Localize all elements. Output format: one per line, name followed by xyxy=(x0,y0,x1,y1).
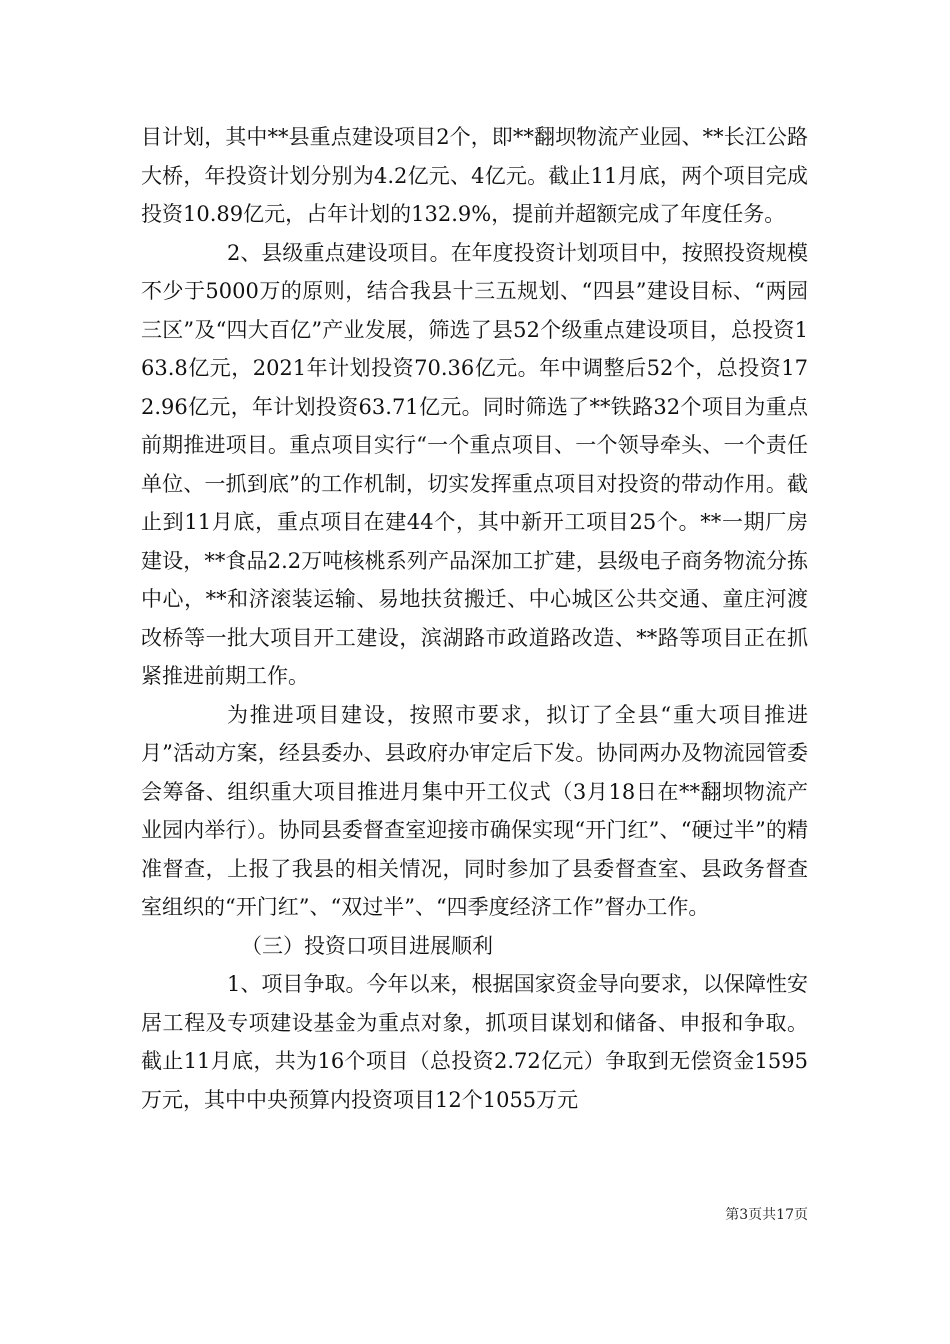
page-number-footer: 第3页共17页 xyxy=(725,1207,808,1223)
paragraph-project-promotion: 为推进项目建设，按照市要求，拟订了全县“重大项目推进月”活动方案，经县委办、县政府办审定后下发。协同两办及物流园管委会筹备、组织重大项目推进月集中开工仪式（3月18日在**翻坝物流产业园内举行）。协同县委督查室迎接市确保实现“开门红”、“硬过半”的精准督查，上报了我县的相关情况，同时参加了县委督查室、县政务督查室组织的“开门红”、“双过半”、“四季度经济工作”督办工作。 xyxy=(141,702,808,919)
paragraph-project-funding: 1、项目争取。今年以来，根据国家资金导向要求，以保障性安居工程及专项建设基金为重点对象，抓项目谋划和储备、申报和争取。截止11月底，共为16个项目（总投资2.72亿元）争取到无偿资金1595万元，其中中央预算内投资项目12个1055万元 xyxy=(141,972,808,1112)
paragraph-county-key-projects: 2、县级重点建设项目。在年度投资计划项目中，按照投资规模不少于5000万的原则，结合我县十三五规划、“四县”建设目标、“两园三区”及“四大百亿”产业发展，筛选了县52个级重点建设项目，总投资163.8亿元，2021年计划投资70.36亿元。年中调整后52个，总投资172.96亿元，年计划投资63.71亿元。同时筛选了**铁路32个项目为重点前期推进项目。重点项目实行“一个重点项目、一个领导牵头、一个责任单位、一抓到底”的工作机制，切实发挥重点项目对投资的带动作用。截止到11月底，重点项目在建44个，其中新开工项目25个。**一期厂房建设，**食品2.2万吨核桃系列产品深加工扩建，县级电子商务物流分拣中心，**和济滚装运输、易地扶贫搬迁、中心城区公共交通、童庄河渡改桥等一批大项目开工建设，滨湖路市政道路改造、**路等项目正在抓紧推进前期工作。 xyxy=(141,240,808,688)
section-heading: （三）投资口项目进展顺利 xyxy=(241,933,493,958)
paragraph-continuation: 目计划，其中**县重点建设项目2个，即**翻坝物流产业园、**长江公路大桥，年投资计划分别为4.2亿元、4亿元。截止11月底，两个项目完成投资10.89亿元，占年计划的132.9%，提前并超额完成了年度任务。 xyxy=(141,125,808,226)
document-body xyxy=(141,118,808,1119)
